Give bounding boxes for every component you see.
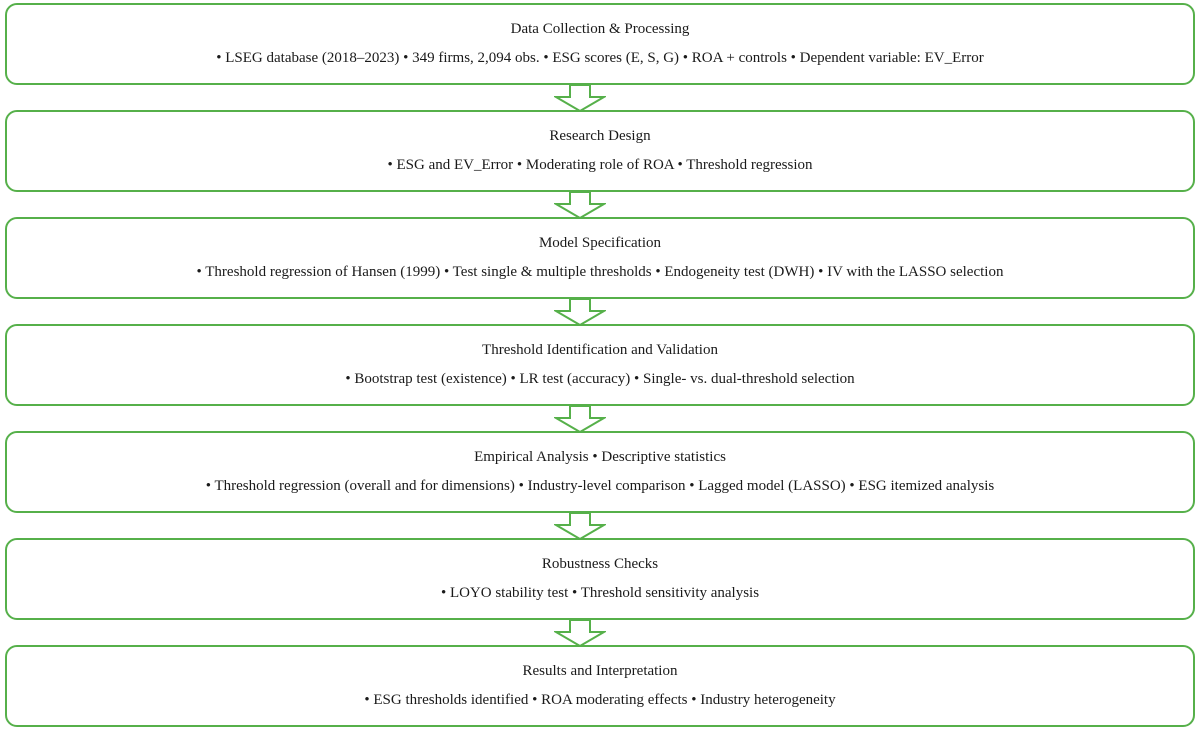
flow-step-box [5,431,1195,513]
step-details: • ESG thresholds identified • ROA moderating effects • Industry heterogeneity [364,692,836,708]
step-title: Empirical Analysis • Descriptive statistics [474,449,726,465]
flow-step-box [5,538,1195,620]
step-title: Research Design [549,128,651,144]
down-arrow-icon [554,405,606,433]
down-arrow-icon [554,84,606,112]
flow-step [5,431,1195,538]
step-details: • Threshold regression (overall and for dimensions) • Industry-level comparison • Lagged model (LASSO) • ESG itemized analysis [205,478,995,494]
step-details: • LOYO stability test • Threshold sensitivity analysis [440,585,760,601]
down-arrow-icon [554,191,606,219]
arrow-connector [5,85,1195,110]
flow-step [5,538,1195,645]
flow-step-box [5,217,1195,299]
flow-step-box [5,3,1195,85]
step-details: • LSEG database (2018–2023) • 349 firms, 2,094 obs. • ESG scores (E, S, G) • ROA + controls • Dependent variable: EV_Error [216,50,984,66]
arrow-connector [5,620,1195,645]
flow-step-box [5,324,1195,406]
step-details: • Threshold regression of Hansen (1999) • Test single & multiple thresholds • Endogeneity test (DWH) • IV with the LASSO selection [196,264,1004,280]
flow-step-box [5,645,1195,727]
step-title: Data Collection & Processing [510,21,690,37]
arrow-connector [5,299,1195,324]
step-title: Robustness Checks [541,556,659,572]
step-details: • Bootstrap test (existence) • LR test (accuracy) • Single- vs. dual-threshold selection [345,371,855,387]
step-title: Threshold Identification and Validation [482,342,718,358]
arrow-connector [5,513,1195,538]
flow-step [5,217,1195,324]
down-arrow-icon [554,298,606,326]
down-arrow-icon [554,619,606,647]
arrow-connector [5,406,1195,431]
flow-step [5,3,1195,110]
step-details: • ESG and EV_Error • Moderating role of ROA • Threshold regression [387,157,813,173]
step-title: Results and Interpretation [522,663,678,679]
flow-step [5,324,1195,431]
down-arrow-icon [554,512,606,540]
flow-step [5,645,1195,727]
flow-step-box [5,110,1195,192]
step-title: Model Specification [538,235,662,251]
flow-step [5,110,1195,217]
arrow-connector [5,192,1195,217]
